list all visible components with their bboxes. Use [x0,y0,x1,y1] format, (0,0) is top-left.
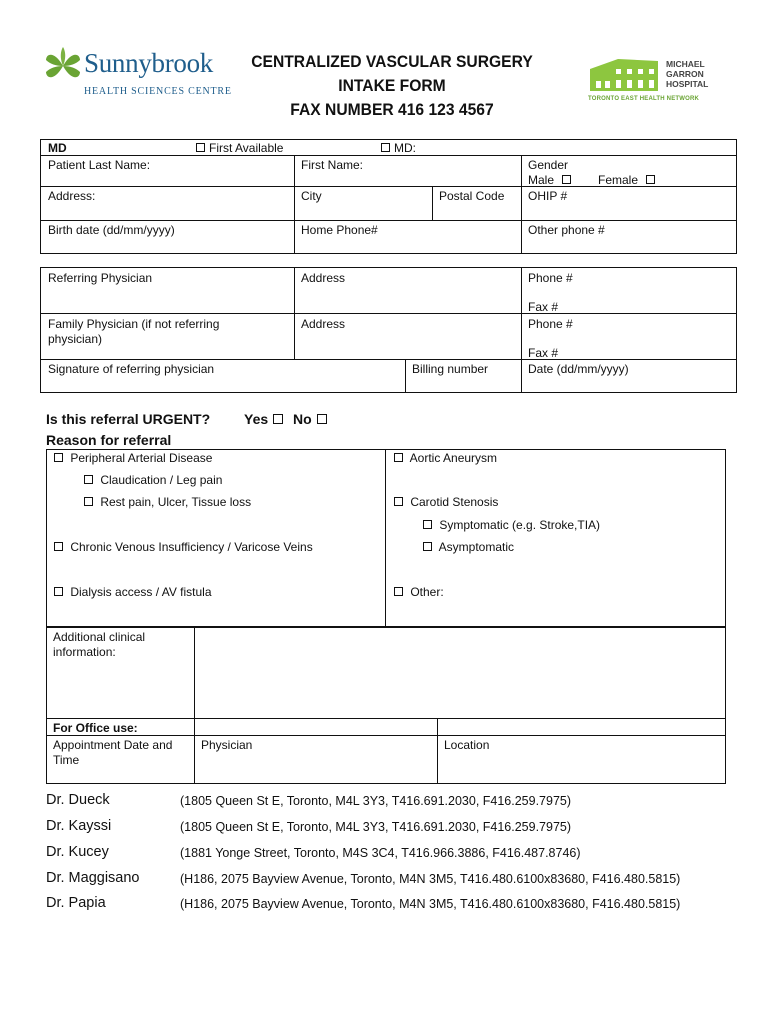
referring-fax-field[interactable]: Fax # [528,300,559,314]
doctor-name: Dr. Dueck [46,792,110,808]
asymptomatic-checkbox[interactable] [423,542,432,551]
logo-right-line2: GARRON [666,69,704,79]
rest-pain-checkbox[interactable] [84,497,93,506]
divider [46,718,726,719]
ohip-field[interactable]: OHIP # [528,189,568,203]
referral-date-field[interactable]: Date (dd/mm/yyyy) [528,362,629,376]
sunnybrook-subtitle: HEALTH SCIENCES CENTRE [84,86,232,97]
referring-address-field[interactable]: Address [301,271,346,285]
cvi-option[interactable] [53,540,313,554]
family-phone-field[interactable]: Phone # [528,317,573,331]
female-label: Female [598,173,639,187]
reason-heading: Reason for referral [46,432,172,448]
divider [40,155,737,156]
home-phone-field[interactable]: Home Phone# [301,223,378,237]
claudication-option[interactable] [83,473,222,487]
asymptomatic-label: Asymptomatic [438,540,515,554]
dialysis-label: Dialysis access / AV fistula [70,585,212,599]
doctor-name: Dr. Papia [46,895,106,911]
title-line2: INTAKE FORM [338,76,446,95]
title-line3: FAX NUMBER 416 123 4567 [290,100,494,119]
divider [40,313,737,314]
billing-number-field[interactable]: Billing number [412,362,489,376]
michael-garron-logo [588,55,718,110]
office-physician-field[interactable]: Physician [201,738,253,752]
logo-right-line1: MICHAEL [666,59,705,69]
divider [294,155,295,254]
additional-info-label: Additional clinical information: [53,630,146,659]
doctor-address: (1805 Queen St E, Toronto, M4L 3Y3, T416.691.2030, F416.259.7975) [180,820,572,834]
urgent-question: Is this referral URGENT? [46,411,211,427]
sunnybrook-logo [44,44,234,100]
appointment-field[interactable]: Appointment Date and Time [53,738,173,767]
urgent-yes-option[interactable] [244,411,287,427]
sunnybrook-leaf-icon [44,46,82,86]
pad-option[interactable] [53,451,212,465]
divider [40,359,737,360]
hospital-building-icon [588,55,660,91]
divider [294,267,295,359]
symptomatic-option[interactable] [422,518,600,532]
first-available-label: First Available [209,141,284,155]
other-checkbox[interactable] [394,587,403,596]
dialysis-option[interactable] [53,585,212,599]
md-colon-label: MD: [394,141,416,155]
symptomatic-checkbox[interactable] [423,520,432,529]
yes-checkbox[interactable] [273,414,283,424]
divider [405,359,406,393]
female-checkbox[interactable] [646,175,655,184]
divider [437,718,438,784]
aortic-label: Aortic Aneurysm [409,451,498,465]
rest-pain-option[interactable] [83,495,251,509]
yes-label: Yes [244,411,269,427]
divider [432,186,433,220]
asymptomatic-option[interactable] [422,540,514,554]
urgent-no-option[interactable] [293,411,331,427]
form-title [245,50,539,122]
doctor-address: (H186, 2075 Bayview Avenue, Toronto, M4N 3M5, T416.480.6100x83680, F416.480.5815) [180,872,681,886]
other-label: Other: [410,585,444,599]
office-location-field[interactable]: Location [444,738,490,752]
cvi-label: Chronic Venous Insufficiency / Varicose Veins [70,540,313,554]
family-fax-field[interactable]: Fax # [528,346,559,360]
claudication-checkbox[interactable] [84,475,93,484]
gender-label: Gender [528,158,569,172]
male-checkbox[interactable] [562,175,571,184]
divider [385,449,386,627]
doctor-name: Dr. Maggisano [46,870,140,886]
first-available-option[interactable] [195,141,283,155]
aortic-option[interactable] [393,451,497,465]
no-checkbox[interactable] [317,414,327,424]
logo-right-name [666,59,708,89]
no-label: No [293,411,312,427]
referring-phone-field[interactable]: Phone # [528,271,573,285]
gender-female-option[interactable] [598,173,659,187]
doctor-address: (H186, 2075 Bayview Avenue, Toronto, M4N 3M5, T416.480.6100x83680, F416.480.5815) [180,897,681,911]
logo-right-network: TORONTO EAST HEALTH NETWORK [588,96,700,102]
first-name-field[interactable]: First Name: [301,158,364,172]
carotid-option[interactable] [393,495,498,509]
md-checkbox[interactable] [381,143,390,152]
doctor-address: (1805 Queen St E, Toronto, M4L 3Y3, T416.691.2030, F416.259.7975) [180,794,572,808]
referring-physician-field[interactable]: Referring Physician [48,271,153,285]
divider [521,155,522,254]
other-option[interactable] [393,585,444,599]
doctor-address: (1881 Yonge Street, Toronto, M4S 3C4, T416.966.3886, F416.487.8746) [180,846,581,860]
rest-pain-label: Rest pain, Ulcer, Tissue loss [100,495,252,509]
md-option[interactable] [380,141,416,155]
doctor-name: Dr. Kucey [46,844,109,860]
last-name-field[interactable]: Patient Last Name: [48,158,151,172]
cvi-checkbox[interactable] [54,542,63,551]
divider [194,627,195,784]
logo-right-line3: HOSPITAL [666,79,709,89]
family-address-field[interactable]: Address [301,317,346,331]
first-available-checkbox[interactable] [196,143,205,152]
family-physician-field[interactable]: Family Physician (if not referring physician) [48,317,220,346]
gender-male-option[interactable] [528,173,575,187]
other-phone-field[interactable]: Other phone # [528,223,605,237]
claudication-label: Claudication / Leg pain [100,473,223,487]
pad-label: Peripheral Arterial Disease [70,451,213,465]
divider [46,735,726,736]
postal-code-field[interactable]: Postal Code [439,189,505,203]
md-label: MD [48,141,67,155]
aortic-checkbox[interactable] [394,453,403,462]
address-field[interactable]: Address: [48,189,96,203]
additional-info-input[interactable] [196,629,724,717]
birth-date-field[interactable]: Birth date (dd/mm/yyyy) [48,223,175,237]
signature-field[interactable]: Signature of referring physician [48,362,215,376]
doctor-name: Dr. Kayssi [46,818,112,834]
pad-checkbox[interactable] [54,453,63,462]
symptomatic-label: Symptomatic (e.g. Stroke,TIA) [439,518,601,532]
carotid-checkbox[interactable] [394,497,403,506]
title-line1: CENTRALIZED VASCULAR SURGERY [251,52,533,71]
carotid-label: Carotid Stenosis [410,495,499,509]
city-field[interactable]: City [301,189,322,203]
sunnybrook-name: Sunnybrook [84,48,214,78]
divider [40,220,737,221]
dialysis-checkbox[interactable] [54,587,63,596]
male-label: Male [528,173,555,187]
divider [521,267,522,393]
office-use-label: For Office use: [53,721,138,735]
